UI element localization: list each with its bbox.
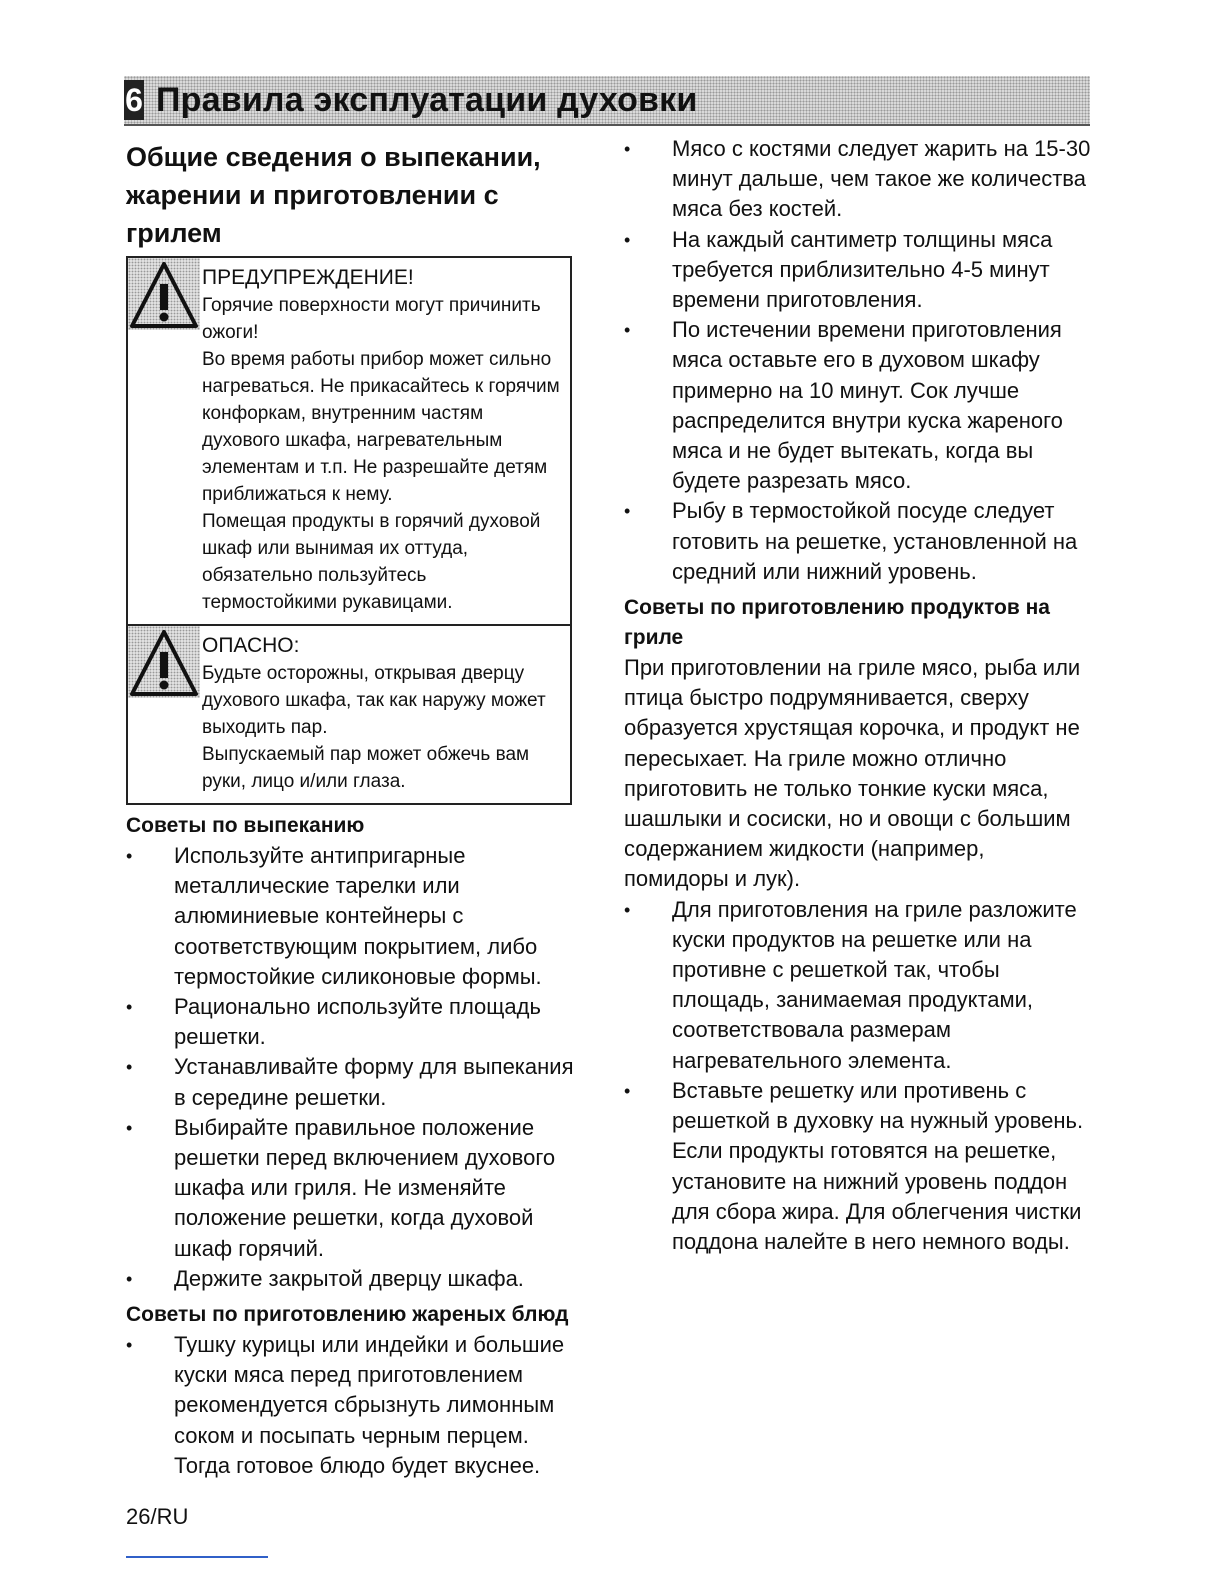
warning-text-1: Горячие поверхности могут причинить ожоги! [202,295,541,343]
warning-text-3: Помещая продукты в горячий духовой шкаф или вынимая их оттуда, обязательно пользуйтесь термостойкими рукавицами. [202,511,541,613]
grill-tips-title: Советы по приготовлению продуктов на гриле [624,596,1050,650]
baking-tips-title: Советы по выпеканию [126,814,365,837]
roast-tips-list [126,1330,588,1481]
list-item: • Мясо с костями следует жарить на 15-30 минут дальше, чем такое же количества мяса без костей. [624,134,1094,225]
list-item: • Для приготовления на гриле разложите куски продуктов на решетке или на противне с решеткой так, чтобы площадь, занимаемая продуктами, соответствовала размерам нагревательного элемента. [624,895,1094,1076]
section-title-line2: жарении и приготовлении с грилем [126,180,499,248]
left-column [126,138,588,1481]
list-item: • По истечении времени приготовления мяса оставьте его в духовом шкафу примерно на 10 минут. Сок лучше распределится внутри куска жареного мяса и не будет вытекать, когда вы будете разрезать мясо. [624,315,1094,496]
list-item: • Используйте антипригарные металлические тарелки или алюминиевые контейнеры с соответствующим покрытием, либо термостойкие силиконовые формы. [126,841,588,992]
list-item: • Рационально используйте площадь решетки. [126,992,588,1052]
danger-heading: ОПАСНО: [202,634,300,657]
warning-triangle-icon [128,258,200,330]
list-item: • Вставьте решетку или противень с решеткой в духовку на нужный уровень. Если продукты готовятся на решетке, установите на нижний уровень поддон для сбора жира. Для облегчения чистки поддона налейте в него немного воды. [624,1076,1094,1257]
danger-text-1: Будьте осторожны, открывая дверцу духового шкафа, так как наружу может выходить пар. [202,663,546,738]
page-number: 26/RU [126,1504,189,1529]
list-item: • Держите закрытой дверцу шкафа. [126,1264,588,1294]
warning-triangle-icon [128,626,200,698]
grill-tips-list [624,895,1094,1257]
list-item: • Устанавливайте форму для выпекания в середине решетки. [126,1052,588,1112]
section-title-line1: Общие сведения о выпекании, [126,142,541,172]
chapter-header [124,76,1090,126]
roast-tips-title: Советы по приготовлению жареных блюд [126,1303,569,1327]
chapter-title: Правила эксплуатации духовки [156,81,698,119]
warning-box [126,256,572,626]
danger-text-2: Выпускаемый пар может обжечь вам руки, лицо и/или глаза. [202,744,530,792]
roast-tips-list-continued [624,134,1094,587]
baking-tips-list [126,841,588,1294]
warning-text-2: Во время работы прибор может сильно нагреваться. Не прикасайтесь к горячим конфоркам, внутренним частям духового шкафа, нагревательным элементам и т.п. Не разрешайте детям приближаться к нему. [202,349,560,505]
footer-divider [126,1556,268,1558]
list-item: • На каждый сантиметр толщины мяса требуется приблизительно 4-5 минут времени приготовления. [624,225,1094,316]
list-item: • Тушку курицы или индейки и большие куски мяса перед приготовлением рекомендуется сбрызнуть лимонным соком и посыпать черным перцем. Тогда готовое блюдо будет вкуснее. [126,1330,588,1481]
list-item: • Рыбу в термостойкой посуде следует готовить на решетке, установленной на средний или нижний уровень. [624,496,1094,587]
right-column [624,134,1094,1257]
list-item: • Выбирайте правильное положение решетки перед включением духового шкафа или гриля. Не изменяйте положение решетки, когда духовой шкаф горячий. [126,1113,588,1264]
chapter-number: 6 [125,82,143,118]
danger-box [126,626,572,805]
grill-intro-paragraph: При приготовлении на гриле мясо, рыба или птица быстро подрумянивается, сверху образуется хрустящая корочка, и продукт не пересыхает. На гриле можно отлично приготовить не только тонкие куски мяса, шашлыки и сосиски, но и овощи с большим содержанием жидкости (например, помидоры и лук). [624,655,1081,892]
warning-heading: ПРЕДУПРЕЖДЕНИЕ! [202,266,414,289]
